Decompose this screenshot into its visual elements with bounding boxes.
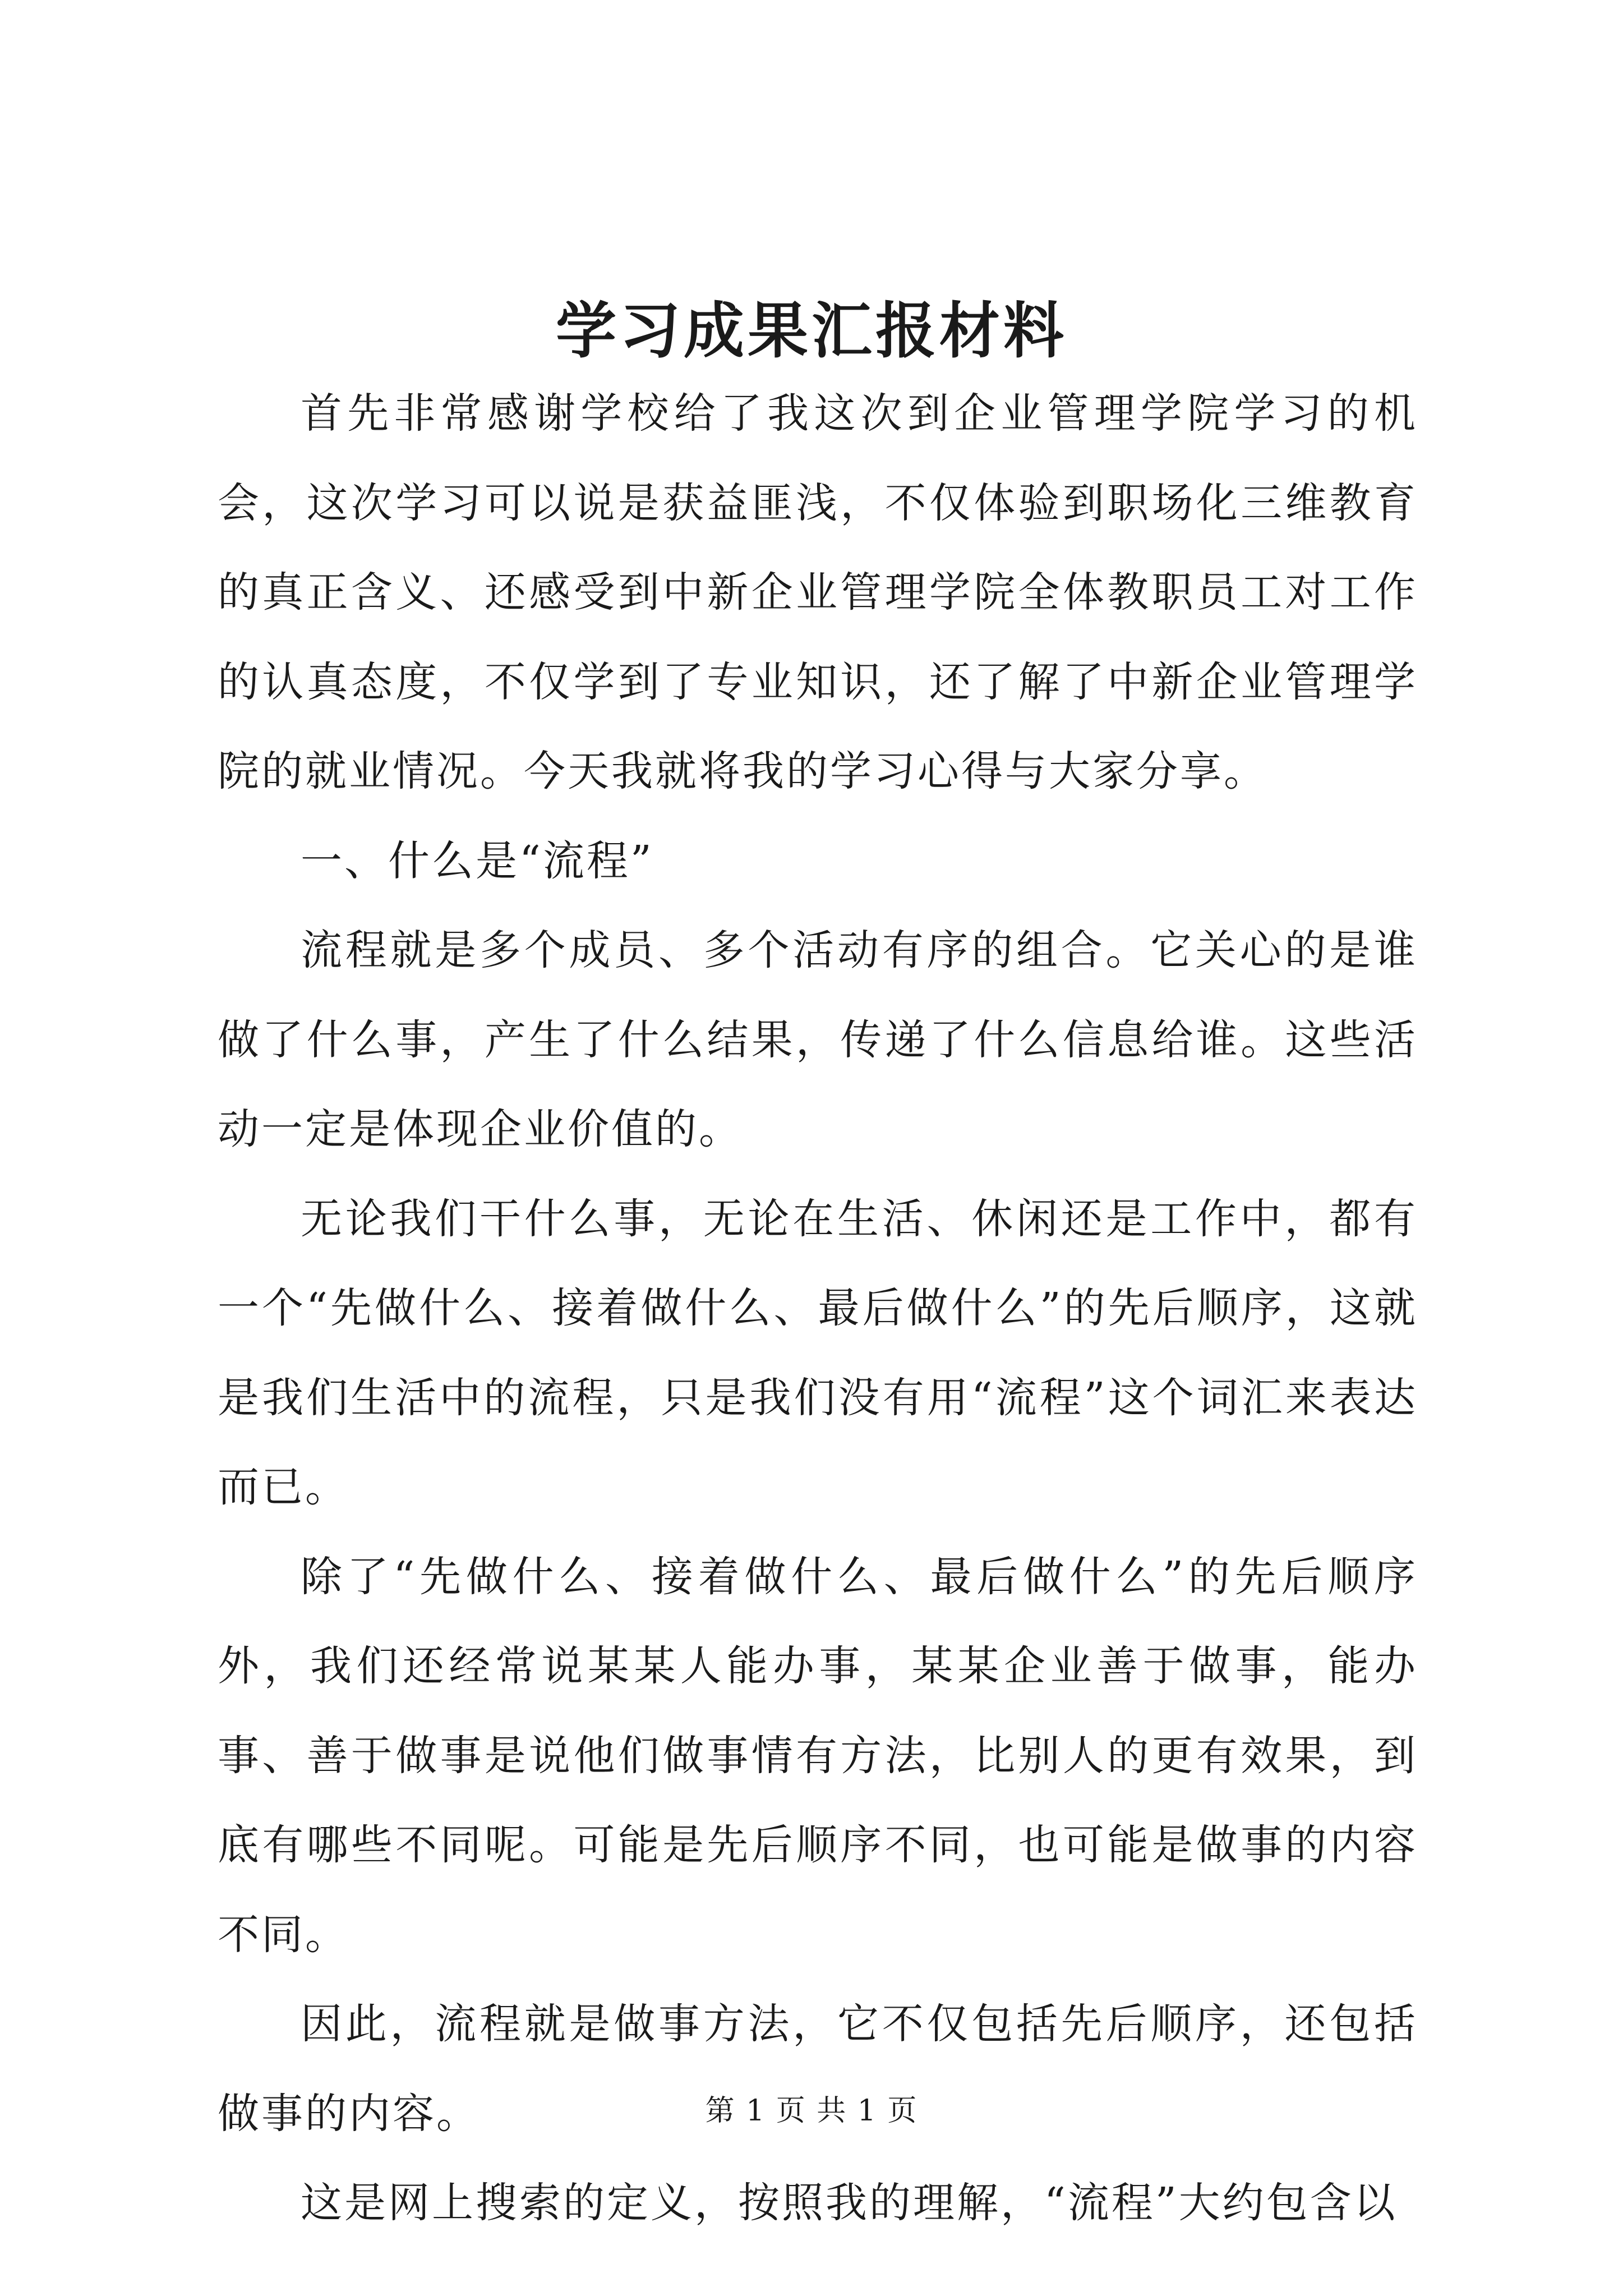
document-body [218, 369, 1418, 2248]
paragraph-daily-life: 无论我们干什么事，无论在生活、休闲还是工作中，都有一个“先做什么、接着做什么、最后做什么”的先后顺序，这就是我们生活中的流程，只是我们没有用“流程”这个词汇来表达而已。 [218, 1194, 1418, 1511]
paragraph-conclusion: 因此，流程就是做事方法，它不仅包括先后顺序，还包括做事的内容。 [218, 2000, 1418, 2138]
paragraph-definition: 流程就是多个成员、多个活动有序的组合。它关心的是谁做了什么事，产生了什么结果，传递了什么信息给谁。这些活动一定是体现企业价值的。 [218, 926, 1418, 1153]
paragraph-methods: 除了“先做什么、接着做什么、最后做什么”的先后顺序外，我们还经常说某某人能办事，某某企业善于做事，能办事、善于做事是说他们做事情有方法，比别人的更有效果，到底有哪些不同呢。可能是先后顺序不同，也可能是做事的内容不同。 [218, 1552, 1418, 1959]
paragraph-continued: 这是网上搜索的定义，按照我的理解，“流程”大约包含以 [301, 2179, 1398, 2227]
paragraph-intro: 首先非常感谢学校给了我这次到企业管理学院学习的机会，这次学习可以说是获益匪浅，不仅体验到职场化三维教育的真正含义、还感受到中新企业管理学院全体教职员工对工作的认真态度，不仅学到了专业知识，还了解了中新企业管理学院的就业情况。今天我就将我的学习心得与大家分享。 [218, 389, 1418, 795]
document-title: 学习成果汇报材料 [555, 296, 1067, 366]
section-heading: 一、什么是“流程” [301, 836, 654, 885]
page-footer: 第 1 页 共 1 页 [705, 2094, 918, 2128]
